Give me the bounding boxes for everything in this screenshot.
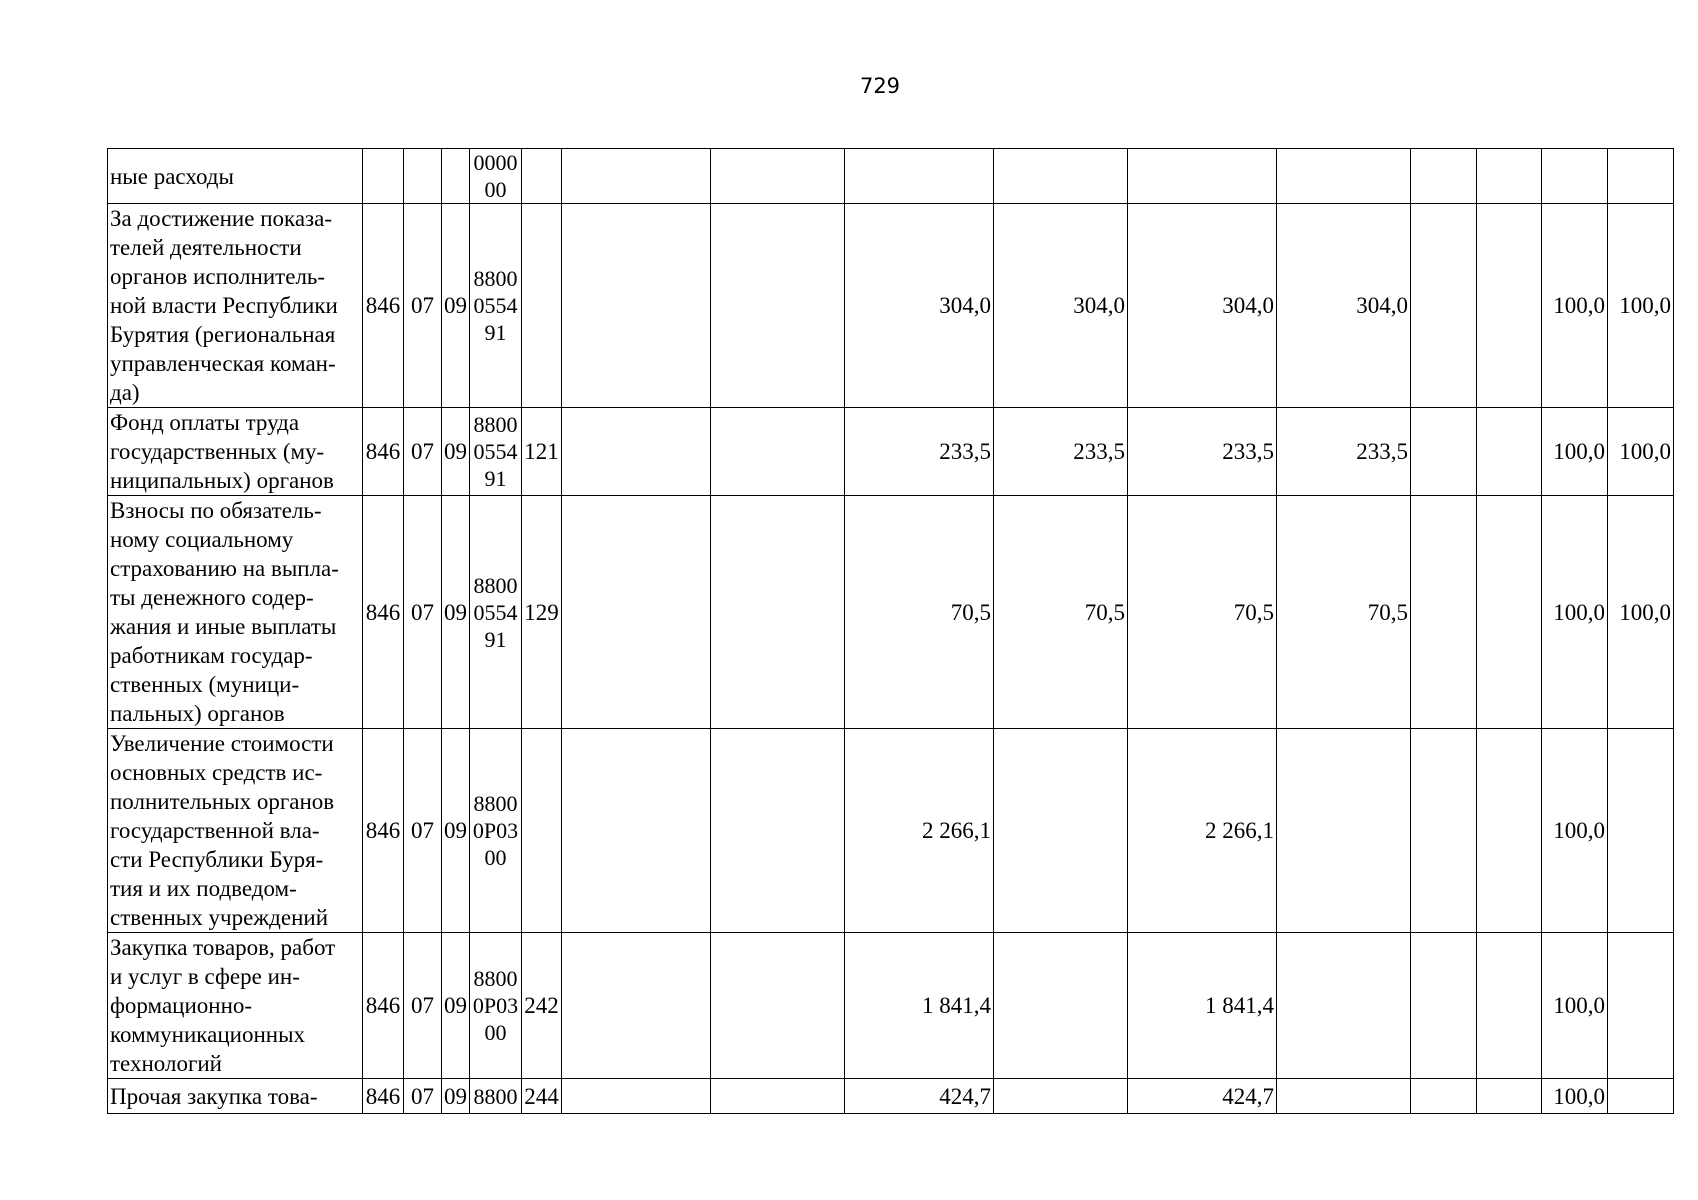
value-cell-4 xyxy=(994,933,1128,1079)
row-name-cell: Фонд оплаты труда государственных (му- ниципальных) органов xyxy=(108,408,363,496)
value-cell-6 xyxy=(1277,933,1411,1079)
value-cell-4 xyxy=(994,149,1128,204)
value-cell-7 xyxy=(1411,149,1477,204)
csr-cell: 8800 0Р03 00 xyxy=(470,933,522,1079)
row-name-cell: Прочая закупка това- xyxy=(108,1079,363,1114)
grbs-cell: 846 xyxy=(363,729,404,933)
percent-cell-1: 100,0 xyxy=(1542,729,1608,933)
value-cell-3: 1 841,4 xyxy=(845,933,994,1079)
value-cell-2 xyxy=(711,496,845,729)
value-cell-1 xyxy=(562,933,711,1079)
value-cell-7 xyxy=(1411,408,1477,496)
value-cell-7 xyxy=(1411,204,1477,408)
podrazdel-cell: 09 xyxy=(442,1079,470,1114)
razdel-cell: 07 xyxy=(404,496,442,729)
table-row xyxy=(108,1079,1674,1114)
page-number: 729 xyxy=(859,74,901,98)
value-cell-2 xyxy=(711,933,845,1079)
budget-table xyxy=(107,148,1674,1114)
value-cell-7 xyxy=(1411,729,1477,933)
razdel-cell: 07 xyxy=(404,729,442,933)
value-cell-4 xyxy=(994,1079,1128,1114)
csr-cell: 8800 0554 91 xyxy=(470,408,522,496)
csr-cell: 8800 0Р03 00 xyxy=(470,729,522,933)
podrazdel-cell: 09 xyxy=(442,933,470,1079)
value-cell-3 xyxy=(845,149,994,204)
grbs-cell: 846 xyxy=(363,496,404,729)
csr-cell: 8800 0554 91 xyxy=(470,496,522,729)
table-row xyxy=(108,408,1674,496)
vr-cell: 129 xyxy=(522,496,562,729)
value-cell-8 xyxy=(1477,933,1542,1079)
value-cell-7 xyxy=(1411,933,1477,1079)
value-cell-4 xyxy=(994,729,1128,933)
value-cell-2 xyxy=(711,204,845,408)
value-cell-5: 424,7 xyxy=(1128,1079,1277,1114)
value-cell-6 xyxy=(1277,149,1411,204)
value-cell-2 xyxy=(711,1079,845,1114)
vr-cell xyxy=(522,204,562,408)
value-cell-8 xyxy=(1477,149,1542,204)
value-cell-6: 233,5 xyxy=(1277,408,1411,496)
podrazdel-cell: 09 xyxy=(442,408,470,496)
vr-cell: 244 xyxy=(522,1079,562,1114)
grbs-cell: 846 xyxy=(363,408,404,496)
value-cell-8 xyxy=(1477,1079,1542,1114)
percent-cell-1: 100,0 xyxy=(1542,408,1608,496)
podrazdel-cell: 09 xyxy=(442,204,470,408)
row-name-cell: Увеличение стоимости основных средств ис- полнительных органов государственной вла- сти Республики Буря- тия и их подведом- ственных учреждений xyxy=(108,729,363,933)
value-cell-7 xyxy=(1411,1079,1477,1114)
value-cell-1 xyxy=(562,496,711,729)
razdel-cell: 07 xyxy=(404,408,442,496)
value-cell-2 xyxy=(711,729,845,933)
vr-cell: 121 xyxy=(522,408,562,496)
percent-cell-2 xyxy=(1608,149,1674,204)
value-cell-8 xyxy=(1477,204,1542,408)
value-cell-6 xyxy=(1277,729,1411,933)
percent-cell-1: 100,0 xyxy=(1542,204,1608,408)
row-name-cell: Закупка товаров, работ и услуг в сфере ин- формационно- коммуникационных технологий xyxy=(108,933,363,1079)
value-cell-4: 70,5 xyxy=(994,496,1128,729)
table-row xyxy=(108,933,1674,1079)
podrazdel-cell xyxy=(442,149,470,204)
value-cell-1 xyxy=(562,729,711,933)
vr-cell xyxy=(522,729,562,933)
value-cell-1 xyxy=(562,408,711,496)
percent-cell-2: 100,0 xyxy=(1608,408,1674,496)
value-cell-1 xyxy=(562,1079,711,1114)
value-cell-1 xyxy=(562,149,711,204)
razdel-cell: 07 xyxy=(404,933,442,1079)
grbs-cell xyxy=(363,149,404,204)
percent-cell-2 xyxy=(1608,1079,1674,1114)
value-cell-2 xyxy=(711,408,845,496)
value-cell-5: 70,5 xyxy=(1128,496,1277,729)
value-cell-5 xyxy=(1128,149,1277,204)
value-cell-8 xyxy=(1477,496,1542,729)
value-cell-5: 1 841,4 xyxy=(1128,933,1277,1079)
grbs-cell: 846 xyxy=(363,933,404,1079)
razdel-cell: 07 xyxy=(404,1079,442,1114)
row-name-cell: За достижение показа- телей деятельности органов исполнитель- ной власти Республики Бурятия (региональная управленческая коман- да) xyxy=(108,204,363,408)
row-name-cell: ные расходы xyxy=(108,149,363,204)
value-cell-5: 233,5 xyxy=(1128,408,1277,496)
percent-cell-2 xyxy=(1608,729,1674,933)
table-body xyxy=(108,149,1674,1114)
podrazdel-cell: 09 xyxy=(442,496,470,729)
value-cell-8 xyxy=(1477,729,1542,933)
value-cell-3: 2 266,1 xyxy=(845,729,994,933)
podrazdel-cell: 09 xyxy=(442,729,470,933)
value-cell-4: 233,5 xyxy=(994,408,1128,496)
value-cell-6: 70,5 xyxy=(1277,496,1411,729)
value-cell-3: 233,5 xyxy=(845,408,994,496)
value-cell-3: 424,7 xyxy=(845,1079,994,1114)
value-cell-1 xyxy=(562,204,711,408)
razdel-cell: 07 xyxy=(404,204,442,408)
value-cell-5: 2 266,1 xyxy=(1128,729,1277,933)
value-cell-2 xyxy=(711,149,845,204)
vr-cell xyxy=(522,149,562,204)
value-cell-7 xyxy=(1411,496,1477,729)
grbs-cell: 846 xyxy=(363,1079,404,1114)
table-row xyxy=(108,729,1674,933)
value-cell-4: 304,0 xyxy=(994,204,1128,408)
razdel-cell xyxy=(404,149,442,204)
percent-cell-2: 100,0 xyxy=(1608,204,1674,408)
value-cell-3: 70,5 xyxy=(845,496,994,729)
row-name-cell: Взносы по обязатель- ному социальному страхованию на выпла- ты денежного содер- жания и иные выплаты работникам государ- ственных (муници- пальных) органов xyxy=(108,496,363,729)
table-row xyxy=(108,204,1674,408)
percent-cell-2 xyxy=(1608,933,1674,1079)
percent-cell-1: 100,0 xyxy=(1542,496,1608,729)
percent-cell-1 xyxy=(1542,149,1608,204)
csr-cell: 8800 xyxy=(470,1079,522,1114)
table-row xyxy=(108,149,1674,204)
table-row xyxy=(108,496,1674,729)
percent-cell-2: 100,0 xyxy=(1608,496,1674,729)
value-cell-5: 304,0 xyxy=(1128,204,1277,408)
percent-cell-1: 100,0 xyxy=(1542,933,1608,1079)
value-cell-6 xyxy=(1277,1079,1411,1114)
vr-cell: 242 xyxy=(522,933,562,1079)
value-cell-6: 304,0 xyxy=(1277,204,1411,408)
percent-cell-1: 100,0 xyxy=(1542,1079,1608,1114)
value-cell-8 xyxy=(1477,408,1542,496)
grbs-cell: 846 xyxy=(363,204,404,408)
value-cell-3: 304,0 xyxy=(845,204,994,408)
csr-cell: 0000 00 xyxy=(470,149,522,204)
csr-cell: 8800 0554 91 xyxy=(470,204,522,408)
